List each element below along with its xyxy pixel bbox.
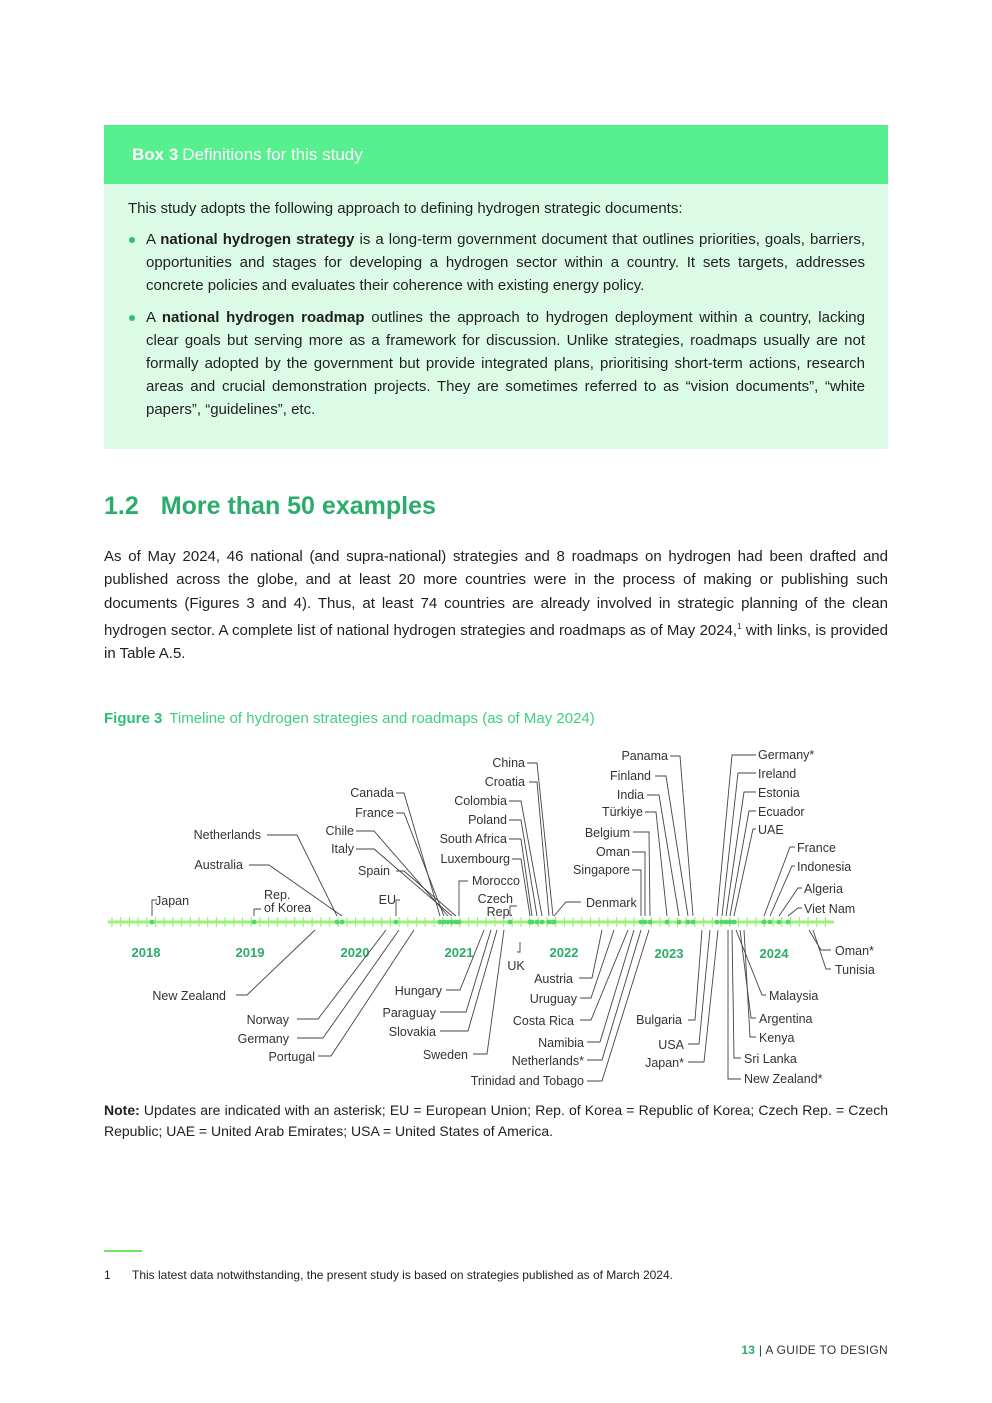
- timeline-marker: [552, 920, 557, 925]
- country-label: France: [797, 841, 836, 855]
- country-label: China: [492, 756, 525, 770]
- section-title: More than 50 examples: [160, 492, 436, 520]
- timeline-marker: [715, 920, 720, 925]
- footnote: [104, 1268, 673, 1282]
- timeline-marker: [252, 920, 257, 925]
- country-label: Colombia: [454, 794, 507, 808]
- footer-title: A GUIDE TO DESIGN: [765, 1343, 888, 1357]
- country-label: Viet Nam: [804, 902, 856, 916]
- country-label: France: [355, 806, 394, 820]
- section-number: 1.2: [104, 492, 139, 520]
- timeline-marker: [762, 920, 767, 925]
- definition-strategy: [128, 228, 865, 297]
- country-label: USA: [658, 1038, 684, 1052]
- country-label: Czech Rep.: [477, 892, 513, 919]
- country-label: Algeria: [804, 882, 843, 896]
- country-label: Chile: [325, 824, 354, 838]
- country-label: Tunisia: [835, 963, 875, 977]
- year-label: 2024: [759, 946, 789, 961]
- year-label: 2022: [549, 945, 579, 960]
- timeline-marker: [508, 920, 513, 925]
- country-label: Slovakia: [388, 1025, 436, 1039]
- country-label: Netherlands*: [511, 1054, 584, 1068]
- timeline-marker: [786, 920, 791, 925]
- definition-prefix: A: [146, 231, 161, 248]
- year-label: 2020: [340, 945, 370, 960]
- timeline-axis: [108, 917, 834, 927]
- country-label: Kenya: [759, 1031, 795, 1045]
- timeline-marker: [540, 920, 545, 925]
- country-label: Sweden: [422, 1048, 468, 1062]
- body-paragraph: [104, 545, 888, 665]
- note-label: Note:: [104, 1102, 140, 1118]
- timeline-marker: [643, 920, 648, 925]
- country-label: Croatia: [484, 775, 525, 789]
- country-label: Japan: [155, 894, 190, 908]
- labels-below: [152, 944, 875, 1088]
- strategy-timeline: [104, 740, 888, 1092]
- paragraph-text-after: with links, is provided in Table A.5.: [104, 621, 888, 663]
- country-label: Poland: [468, 813, 507, 827]
- country-label: Austria: [534, 972, 573, 986]
- country-label: Bulgaria: [636, 1013, 682, 1027]
- definition-list: [128, 228, 865, 421]
- country-label: Oman*: [835, 944, 874, 958]
- country-label: Belgium: [584, 826, 630, 840]
- country-label: UK: [507, 959, 525, 973]
- page-footer: [741, 1343, 888, 1357]
- box-label: Box 3: [132, 144, 179, 164]
- timeline-marker: [648, 920, 653, 925]
- paragraph-text: As of May 2024, 46 national (and supra-national) strategies and 8 roadmaps on hydrogen had been drafted and published across the globe, and at least 20 more countries were in the process of making or publishing such documents (Figures 3 and 4). Thus, at least 74 countries are already involved in strategic planning of the clean hydrogen sector. A complete list of national hydrogen strategies and roadmaps as of May 2024,: [104, 548, 888, 639]
- footer-separator: |: [755, 1343, 766, 1357]
- year-label: 2023: [654, 946, 684, 961]
- country-label: Namibia: [538, 1036, 584, 1050]
- year-labels: [132, 945, 790, 961]
- country-label: Norway: [246, 1013, 289, 1027]
- figure-label: Figure 3: [104, 710, 163, 727]
- labels-above: [155, 748, 855, 919]
- year-label: 2021: [444, 945, 474, 960]
- country-label: New Zealand*: [744, 1072, 823, 1086]
- country-label: Germany*: [758, 748, 815, 762]
- country-label: Sri Lanka: [744, 1052, 797, 1066]
- definition-prefix: A: [146, 309, 162, 326]
- country-label: Germany: [237, 1032, 289, 1046]
- country-label: Portugal: [268, 1050, 315, 1064]
- country-label: Paraguay: [382, 1006, 436, 1020]
- timeline-marker: [535, 920, 540, 925]
- definitions-box: [104, 125, 888, 449]
- country-label: Ireland: [758, 767, 797, 781]
- country-label: Finland: [610, 769, 651, 783]
- definition-term: national hydrogen roadmap: [161, 309, 365, 326]
- definition-term: national hydrogen strategy: [160, 231, 355, 248]
- figure-caption: [104, 710, 595, 727]
- country-label: Singapore: [573, 863, 630, 877]
- note-text: Updates are indicated with an asterisk; EU = European Union; Rep. of Korea = Republic of Korea; Czech Rep. = Czech Republic; UAE = United Arab Emirates; USA = United States of America.: [104, 1102, 888, 1139]
- country-label: Trinidad and Tobago: [470, 1074, 584, 1088]
- country-label: Costa Rica: [512, 1014, 574, 1028]
- country-label: UAE: [758, 823, 784, 837]
- country-label: Netherlands: [193, 828, 261, 842]
- timeline-marker: [691, 920, 696, 925]
- country-label: Canada: [350, 786, 394, 800]
- figure-note: [104, 1100, 888, 1141]
- country-label: Indonesia: [797, 860, 852, 874]
- country-label: India: [616, 788, 644, 802]
- footnote-number: 1: [104, 1268, 111, 1282]
- definition-roadmap: [128, 306, 865, 421]
- timeline-marker: [777, 920, 782, 925]
- footnote-divider: [104, 1250, 142, 1252]
- definition-text: is a long-term government document that outlines priorities, goals, barriers, opportunities and stages for developing a hydrogen sector within a country. It sets targets, addresses concrete policies and evaluates their coherence with existing energy policy.: [146, 231, 865, 294]
- country-label: Ecuador: [758, 805, 805, 819]
- timeline-marker: [686, 920, 691, 925]
- country-label: South Africa: [439, 832, 507, 846]
- timeline-marker: [732, 920, 737, 925]
- footnote-ref[interactable]: 1: [737, 621, 742, 631]
- box-body: [104, 184, 888, 421]
- country-label: Luxembourg: [440, 852, 510, 866]
- country-label: Estonia: [758, 786, 800, 800]
- country-label: EU: [378, 893, 396, 907]
- timeline-marker: [665, 920, 670, 925]
- footnote-text: This latest data notwithstanding, the present study is based on strategies published as of March 2024.: [132, 1268, 673, 1282]
- box-title: Definitions for this study: [182, 144, 363, 164]
- country-label: New Zealand: [152, 989, 226, 1003]
- timeline-marker: [457, 920, 462, 925]
- box-intro: This study adopts the following approach to defining hydrogen strategic documents:: [128, 200, 683, 217]
- timeline-marker: [394, 920, 399, 925]
- definition-text: outlines the approach to hydrogen deployment within a country, lacking clear goals but serving more as a framework for discussion. Unlike strategies, roadmaps usually are not formally adopted by the government but provide integrated plans, prioritising short-term actions, research areas and crucial demonstration projects. They are sometimes referred to as “vision documents”, “white papers”, “guidelines”, etc.: [146, 309, 865, 418]
- year-label: 2018: [131, 945, 161, 960]
- country-label: Uruguay: [529, 992, 577, 1006]
- country-label: Malaysia: [769, 989, 819, 1003]
- country-label: Italy: [331, 842, 354, 856]
- timeline-marker: [150, 920, 155, 925]
- timeline-marker: [768, 920, 773, 925]
- timeline-marker: [340, 920, 345, 925]
- country-label: Denmark: [586, 896, 637, 910]
- year-label: 2019: [235, 945, 265, 960]
- page-number: 13: [741, 1343, 756, 1357]
- section-heading: [104, 492, 436, 521]
- country-label: Argentina: [759, 1012, 813, 1026]
- figure-title: Timeline of hydrogen strategies and roadmaps (as of May 2024): [169, 710, 595, 727]
- country-label: Australia: [194, 858, 243, 872]
- country-label: Japan*: [645, 1056, 684, 1070]
- country-label: Panama: [621, 749, 668, 763]
- box-header: [104, 125, 888, 184]
- country-label: Oman: [595, 845, 630, 859]
- timeline-marker: [530, 920, 535, 925]
- timeline-marker: [335, 920, 340, 925]
- country-label: Spain: [358, 864, 390, 878]
- country-label: Hungary: [394, 984, 442, 998]
- country-label: Rep. of Korea: [264, 888, 312, 915]
- country-label: Türkiye: [602, 805, 643, 819]
- timeline-marker: [677, 920, 682, 925]
- country-label: Morocco: [472, 874, 520, 888]
